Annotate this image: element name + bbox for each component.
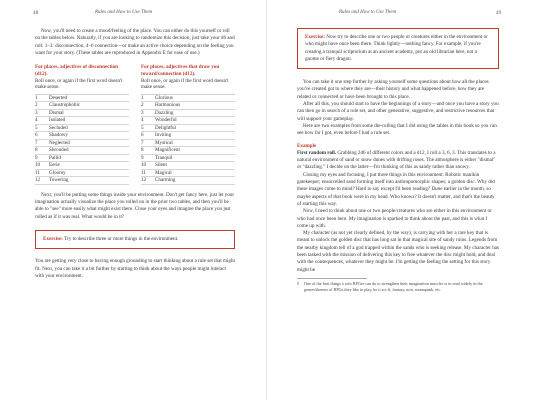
footnote-mark: 5 [297, 281, 300, 287]
example-first-roll-text: Grabbing 2d6 of different colors and a d12, I roll a 3, 6, 3. This translates to a natural environment of sand or snow dunes with drifting roses. The atmosphere is either "dismal" or "dazzling." I decide on the latter—I'm thinking of this as sandy rather than snowy. [297, 149, 496, 171]
roll-word: Shadowy [49, 132, 68, 139]
table-row [35, 102, 129, 110]
page-number: 48 [33, 10, 39, 16]
table-rows [141, 94, 235, 185]
roll-tables [35, 64, 235, 185]
roll-number: 1 [141, 94, 144, 101]
table-row [35, 170, 129, 178]
exercise-label: Exercise: [305, 34, 325, 40]
table-row [35, 162, 129, 170]
example-character: My character (as not yet clearly defined, by the way), is carrying with her a rare key that is meant to unlock the golden disc that has long sat in that magical site of sandy ruins. Legends from the nearby kingdom tell of a god trapped within the sands who is seeking release. My character has been tasked with the mission of delivering this key to free whatever the disc might hold, and deal with the consequences, whatever they might be. I'm getting the feeling the setting for this story might be [297, 230, 499, 273]
examples-intro-paragraph: Here are two examples from some die-rolling that I did using the tables in this book so you can see how far I got, even before I had a rule set. [297, 122, 497, 137]
roll-word: Claustrophobic [49, 102, 81, 109]
table-row [141, 125, 235, 133]
exercise-box [35, 230, 235, 249]
table-row [35, 147, 129, 155]
page-number: 49 [496, 10, 502, 16]
table-row [141, 147, 235, 155]
running-head: Rules and How to Use Them [339, 10, 397, 15]
roll-word: Isolated [49, 117, 66, 124]
example-heading: Example [297, 142, 317, 149]
after-tables-paragraph: Next, you'll be putting some things inside your environment. Don't get fancy here, just let your imagination actually visualize the place you rolled on in the prior two tables, and then you'll be able to "see" more easily what might exist there. Close your eyes and imagine the place you just rolled as if it was real. What would be in it? [35, 191, 235, 220]
roll-number: 9 [141, 154, 144, 161]
roll-word: Deserted [49, 94, 68, 101]
example-first-roll [297, 150, 499, 172]
roll-word: Gloomy [49, 169, 66, 176]
table-heading: For places, adjectives that draw you toward/connection (d12). [141, 64, 220, 77]
roll-number: 12 [141, 177, 147, 184]
example-three-things [297, 172, 499, 208]
running-head: Rules and How to Use Them [95, 10, 153, 15]
roll-word: Dazzling [155, 109, 174, 116]
history-paragraph: You can take it one step further by asking yourself some questions about how all the places you've created got to where they are—their history and what happened before, how they are related or connected or have been brought to this place. [297, 79, 489, 100]
roll-number: 6 [35, 132, 38, 139]
table-row [35, 140, 129, 148]
table-row [35, 125, 129, 133]
roll-number: 5 [141, 124, 144, 131]
roll-word: Wonderful [155, 117, 177, 124]
example-three-things-text: Closing my eyes and focusing, I put three things in this environment: Robotic manikin gatekeeper; ensorcelled sand forming itself into anthropomorphic shapes; a golden disc. Why did these images come to mind? Hard to say except I'd been reading? [297, 171, 495, 193]
table-row [35, 155, 129, 163]
roll-number: 5 [35, 124, 38, 131]
roll-number: 12 [35, 177, 41, 184]
exercise-box [297, 28, 499, 69]
roll-number: 7 [35, 139, 38, 146]
roll-word: Mystical [155, 139, 173, 146]
roll-word: Towering [49, 177, 69, 184]
footnote [297, 281, 499, 292]
table-row [35, 95, 129, 103]
roll-number: 8 [35, 147, 38, 154]
roll-number: 2 [141, 102, 144, 109]
roll-number: 4 [35, 117, 38, 124]
roll-word: Neglected [49, 139, 70, 146]
table-row [141, 102, 235, 110]
story-paragraph: After all this, you should start to have the beginnings of a story—and once you have a story you can then go in search of a rule set, and other generative, suggestive, and restrictive resources that will support your gameplay. [297, 101, 499, 122]
roll-word: Tranquil [155, 154, 173, 161]
roll-number: 11 [35, 169, 40, 176]
table-row [141, 162, 235, 170]
table-row [35, 132, 129, 140]
exercise-label: Exercise: [43, 236, 63, 242]
table-heading: For places, adjectives of disconnection (d12). [35, 64, 118, 77]
example-creatures: Now, I need to think about one or two people/creatures who are either in this environment or who had once been here. My imagination is sparked to think about the past, and this is what I come up with. [297, 208, 492, 229]
roll-number: 2 [35, 102, 38, 109]
table-row [141, 177, 235, 185]
table-row [35, 177, 129, 185]
right-page-body [297, 28, 499, 293]
roll-number: 7 [141, 139, 144, 146]
table-row [141, 170, 235, 178]
roll-word: Secluded [49, 124, 68, 131]
roll-word: Pallid [49, 154, 61, 161]
roll-number: 11 [141, 169, 146, 176]
table-row [35, 110, 129, 118]
roll-word: Charming [155, 177, 176, 184]
exercise-text: Try to describe three or more things in the environment. [63, 236, 179, 242]
roll-word: Eerie [49, 162, 60, 169]
roll-word: Magnificent [155, 147, 180, 154]
right-page [267, 0, 533, 400]
roll-number: 3 [35, 109, 38, 116]
table-row [141, 95, 235, 103]
disconnection-table [35, 64, 129, 185]
roll-number: 3 [141, 109, 144, 116]
roll-word: Inviting [155, 132, 172, 139]
table-row [141, 132, 235, 140]
roll-number: 1 [35, 94, 38, 101]
example-three-things-rest: earlier in the month, so maybe aspects of that book were in my head. Who knows? It doesn't matter, and that's the beauty of starting this way. [297, 186, 495, 207]
table-row [141, 117, 235, 125]
example-first-roll-lead: First random roll. [297, 149, 337, 156]
table-rows [35, 94, 129, 185]
intro-paragraph: Now, you'll need to create a mood/feeling of the place. You can either do this yourself or roll on the tables below. Naturally, if you are looking to randomize this decision, just take your d6 and roll: 1–3: disconnection, 4–6 connection—or make an active choice depending on the feeling you want for your story. (These tables are reproduced in Appendix E for ease of use.) [35, 28, 235, 56]
roll-word: Harmonious [155, 102, 181, 109]
roll-word: Glorious [155, 94, 173, 101]
roll-word: Shrouded [49, 147, 69, 154]
roll-number: 4 [141, 117, 144, 124]
table-row [35, 117, 129, 125]
roll-word: Dismal [49, 109, 64, 116]
roll-number: 10 [35, 162, 41, 169]
roll-number: 10 [141, 162, 147, 169]
roll-number: 9 [35, 154, 38, 161]
exercise-text: Now try to describe one or two people or creatures either in the environment or who might have once been there. Think lightly—nothing fancy. For example, if you're creating a tranquil scriptorium at an ancient academy, put an old librarian here, not a gnome or fiery dragon. [305, 34, 488, 62]
footnote-text: One of the best things a solo RPGer can do to strengthen their imagination muscles is to read widely in the genres/themes of RPGs they like to play, be it sci-fi, fantasy, noir, steampunk, etc. [304, 281, 483, 292]
roll-number: 6 [141, 132, 144, 139]
table-row [141, 155, 235, 163]
footnote-rule [297, 278, 367, 279]
book-title: Dune [431, 186, 443, 193]
roll-word: Delightful [155, 124, 176, 131]
table-instruction: Roll once, or again if the first word doesn't make sense. [35, 78, 123, 91]
connection-table [141, 64, 235, 185]
roll-number: 8 [141, 147, 144, 154]
table-instruction: Roll once, or again if the first word doesn't make sense. [141, 78, 229, 91]
left-page-body [35, 28, 235, 280]
roll-word: Magical [155, 169, 172, 176]
closing-paragraph: You are getting very close to having enough grounding to start thinking about a rule set that might fit. Next, you can take it a bit further by starting to think about the ways people might interact with your environment. [35, 258, 235, 279]
left-page [0, 0, 266, 400]
roll-word: Silent [155, 162, 167, 169]
